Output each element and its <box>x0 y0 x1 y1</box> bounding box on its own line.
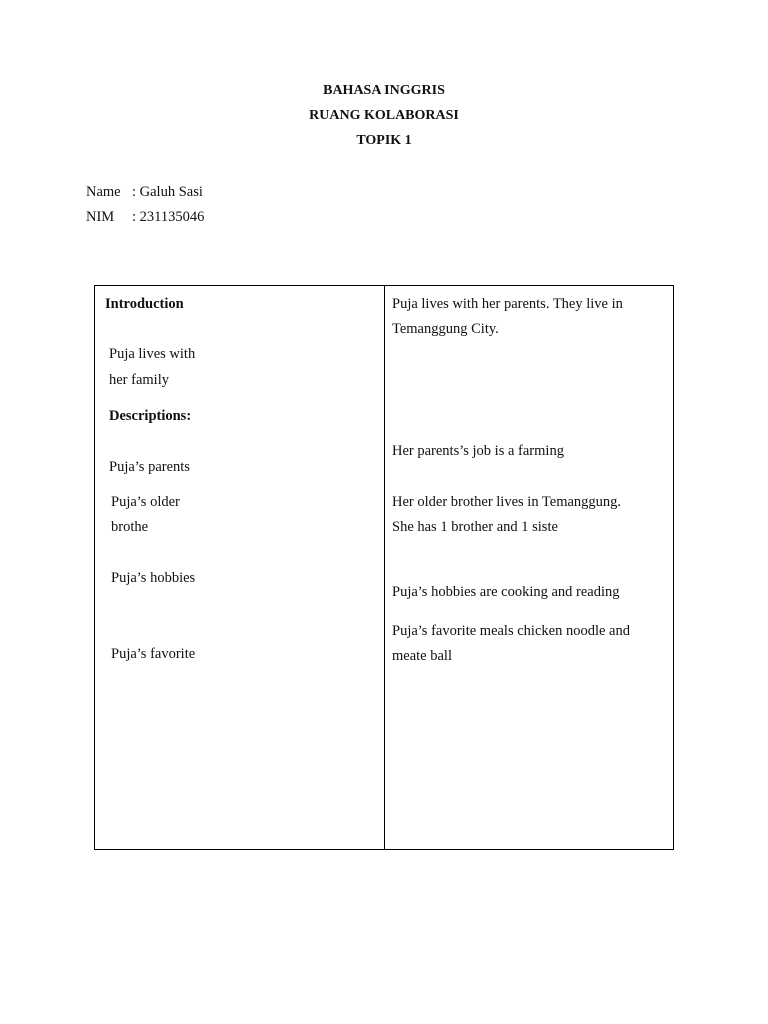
descriptions-heading: Descriptions: <box>109 408 192 424</box>
name-value: : Galuh Sasi <box>132 184 203 200</box>
left-intro-line-1: Puja lives with <box>109 346 196 362</box>
left-older-line-1: Puja’s older <box>111 494 180 510</box>
name-label: Name <box>86 184 121 200</box>
right-brother-line-2: She has 1 brother and 1 siste <box>392 519 558 535</box>
student-nim-row <box>86 209 204 226</box>
right-favorite-line-1: Puja’s favorite meals chicken noodle and <box>392 623 630 639</box>
nim-label: NIM <box>86 209 115 225</box>
student-name-row <box>86 184 203 201</box>
topic-title: TOPIK 1 <box>356 133 412 148</box>
right-intro-line-1: Puja lives with her parents. They live in <box>392 296 623 312</box>
right-hobbies: Puja’s hobbies are cooking and reading <box>392 584 620 600</box>
left-intro-line-2: her family <box>109 372 169 388</box>
left-older-line-2: brothe <box>111 519 149 535</box>
left-parents: Puja’s parents <box>109 459 190 475</box>
right-brother-line-1: Her older brother lives in Temanggung. <box>392 494 622 510</box>
right-favorite-line-2: meate ball <box>392 648 452 664</box>
right-parents-job: Her parents’s job is a farming <box>392 443 564 459</box>
nim-value: : 231135046 <box>132 209 205 225</box>
column-divider <box>384 285 385 850</box>
introduction-heading: Introduction <box>105 296 184 312</box>
left-hobbies: Puja’s hobbies <box>111 570 196 586</box>
subject-title: BAHASA INGGRIS <box>323 83 445 98</box>
section-title: RUANG KOLABORASI <box>309 108 459 123</box>
right-intro-line-2: Temanggung City. <box>392 321 499 337</box>
left-favorite: Puja’s favorite <box>111 646 196 662</box>
